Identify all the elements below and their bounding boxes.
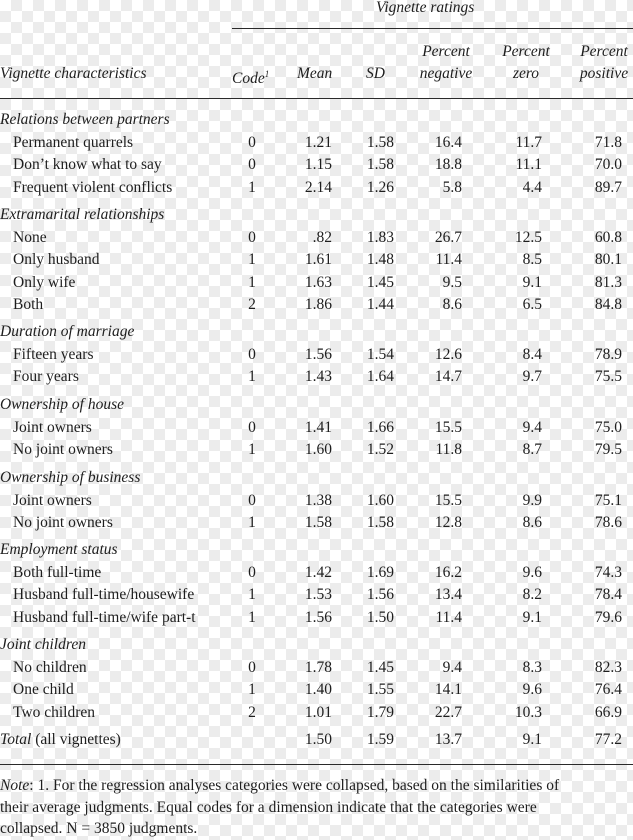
sd-cell: 1.58 [366, 134, 394, 151]
sd-cell: 1.60 [366, 492, 394, 509]
percent-zero-cell: 4.4 [522, 178, 542, 196]
percent-positive-cell: 66.9 [594, 703, 622, 721]
code-footnote-marker: 1 [264, 69, 270, 79]
mean-cell: 1.58 [304, 514, 332, 532]
table-row [0, 657, 633, 679]
sd-cell: 1.58 [366, 156, 394, 174]
mean-cell: 1.56 [304, 346, 332, 363]
sd-cell: 1.83 [366, 229, 394, 246]
code-cell: 0 [248, 229, 256, 246]
code-cell: 0 [248, 346, 256, 363]
percent-zero-cell: 9.6 [522, 681, 542, 699]
percent-zero-cell: 8.5 [522, 251, 542, 269]
row-label: Permanent quarrels [13, 134, 134, 151]
percent-negative-cell: 14.1 [434, 681, 462, 699]
mean-cell: 1.01 [304, 703, 332, 721]
percent-negative-cell: 8.6 [442, 295, 462, 313]
row-label: Joint owners [13, 419, 92, 436]
percent-negative-cell: 11.8 [435, 441, 462, 459]
sd-cell: 1.44 [366, 295, 394, 313]
code-cell: 1 [248, 441, 256, 459]
mean-cell: 1.38 [304, 492, 332, 509]
mean-cell: 2.14 [304, 178, 332, 196]
table-row [0, 344, 633, 366]
code-cell: 1 [248, 178, 256, 196]
section-title: Ownership of house [0, 396, 124, 413]
table-row [0, 562, 633, 584]
percent-positive-cell: 79.6 [594, 608, 622, 626]
percent-positive-cell: 84.8 [594, 295, 622, 313]
mean-cell: 1.63 [304, 273, 332, 291]
col-header-characteristics: Vignette characteristics [0, 65, 147, 82]
code-cell: 0 [248, 134, 256, 151]
table-row [0, 177, 633, 199]
code-cell: 0 [248, 492, 256, 509]
sd-cell: 1.54 [366, 346, 394, 363]
total-label: Total (all vignettes) [0, 731, 121, 748]
percent-negative-cell: 26.7 [434, 229, 462, 246]
percent-zero-cell: 11.1 [515, 156, 542, 174]
percent-zero-cell: 9.1 [522, 273, 542, 291]
table-row [0, 607, 633, 629]
percent-negative-cell: 18.8 [434, 156, 462, 174]
code-cell: 0 [248, 419, 256, 436]
row-label: No joint owners [13, 441, 113, 459]
percent-positive-cell: 82.3 [594, 659, 622, 676]
percent-negative-cell: 14.7 [434, 368, 462, 386]
col-header-sd: SD [366, 65, 385, 82]
mean-cell: 1.40 [304, 681, 332, 699]
sd-cell: 1.48 [366, 251, 394, 269]
row-label: Husband full-time/wife part-t [13, 608, 196, 626]
percent-positive-cell: 75.1 [594, 492, 622, 509]
percent-zero-cell: 8.4 [522, 346, 542, 363]
percent-zero-cell: 11.7 [515, 134, 542, 151]
row-label: One child [13, 681, 74, 699]
percent-positive-cell: 74.3 [594, 564, 622, 581]
table-row [0, 272, 633, 294]
row-label: Four years [13, 368, 79, 386]
section-title: Employment status [0, 541, 118, 558]
note-line-3: collapsed. N = 3850 judgments. [0, 820, 198, 837]
note-line-1: Note: 1. For the regression analyses categories were collapsed, based on the similarities of [0, 777, 560, 794]
row-label: Only husband [13, 251, 100, 269]
percent-positive-cell: 79.5 [594, 441, 622, 459]
sd-cell: 1.45 [366, 659, 394, 676]
percent-zero-cell: 6.5 [522, 295, 542, 313]
row-label: Both full-time [13, 564, 102, 581]
percent-negative-cell: 16.2 [434, 564, 462, 581]
percent-positive-cell: 71.8 [594, 134, 622, 151]
code-cell: 2 [248, 703, 256, 721]
percent-negative-cell: 11.4 [435, 251, 462, 269]
percent-positive-cell: 80.1 [594, 251, 622, 269]
mean-cell: 1.53 [304, 586, 332, 604]
section-title: Extramarital relationships [0, 206, 165, 223]
total-row [0, 729, 633, 751]
percent-zero-cell: 9.4 [522, 419, 542, 436]
code-cell: 2 [248, 295, 256, 313]
table-row [0, 417, 633, 439]
table-row [0, 154, 633, 176]
col-header-pos-1: Percent [580, 43, 628, 60]
row-label: Only wife [13, 273, 76, 291]
sd-cell: 1.26 [366, 178, 394, 196]
table-row [0, 490, 633, 512]
sd-cell: 1.58 [366, 514, 394, 532]
group-header: Vignette ratings [376, 0, 475, 16]
col-header-neg-1: Percent [422, 43, 470, 60]
sd-cell: 1.79 [366, 703, 394, 721]
code-cell: 1 [248, 273, 256, 291]
mean-cell: 1.56 [304, 608, 332, 626]
row-label: No children [13, 659, 87, 676]
note-line-2: their average judgments. Equal codes for a dimension indicate that the categories were [0, 798, 537, 816]
code-cell: 1 [248, 368, 256, 386]
total-mean: 1.50 [304, 731, 332, 748]
percent-positive-cell: 75.5 [594, 368, 622, 386]
row-label: Don’t know what to say [13, 156, 162, 174]
row-label: Husband full-time/housewife [13, 586, 195, 604]
col-header-mean: Mean [297, 65, 333, 82]
code-cell: 1 [248, 586, 256, 604]
sd-cell: 1.69 [366, 564, 394, 581]
mean-cell: 1.42 [304, 564, 332, 581]
table-row [0, 512, 633, 534]
row-label: None [13, 229, 47, 246]
total-pos: 77.2 [594, 731, 622, 748]
sd-cell: 1.64 [366, 368, 394, 386]
percent-negative-cell: 9.4 [442, 659, 462, 676]
code-cell: 0 [248, 564, 256, 581]
percent-positive-cell: 89.7 [594, 178, 622, 196]
total-sd: 1.59 [366, 731, 394, 748]
code-cell: 1 [248, 681, 256, 699]
percent-positive-cell: 78.6 [594, 514, 622, 532]
mean-cell: 1.15 [304, 156, 332, 174]
table-row [0, 294, 633, 316]
percent-positive-cell: 81.3 [594, 273, 622, 291]
total-neg: 13.7 [434, 731, 462, 748]
col-header-zero-1: Percent [502, 43, 550, 60]
percent-zero-cell: 12.5 [514, 229, 542, 246]
code-cell: 1 [248, 251, 256, 269]
group-rule [232, 28, 633, 29]
row-label: Fifteen years [13, 346, 94, 363]
code-cell: 0 [248, 659, 256, 676]
percent-zero-cell: 8.7 [522, 441, 542, 459]
percent-negative-cell: 12.6 [434, 346, 462, 363]
percent-zero-cell: 8.2 [522, 586, 542, 604]
row-label: Both [13, 295, 44, 313]
row-label: Frequent violent conflicts [13, 178, 173, 196]
total-zero: 9.1 [522, 731, 542, 748]
table-note [0, 775, 633, 840]
mean-cell: 1.60 [304, 441, 332, 459]
mean-cell: 1.78 [304, 659, 332, 676]
table-row [0, 227, 633, 249]
section-title: Ownership of business [0, 469, 141, 486]
percent-negative-cell: 12.8 [434, 514, 462, 532]
percent-positive-cell: 60.8 [594, 229, 622, 246]
col-header-code: Code$^1$ [232, 69, 270, 87]
note-prefix: Note [0, 777, 30, 794]
percent-zero-cell: 9.7 [522, 368, 542, 386]
percent-positive-cell: 78.4 [594, 586, 622, 604]
mean-cell: 1.61 [304, 251, 332, 269]
code-cell: 0 [248, 156, 256, 174]
percent-negative-cell: 22.7 [434, 703, 462, 721]
percent-negative-cell: 16.4 [434, 134, 462, 151]
sd-cell: 1.56 [366, 586, 394, 604]
header-rule [0, 98, 633, 99]
col-header-zero-2: zero [512, 65, 540, 82]
percent-positive-cell: 75.0 [594, 419, 622, 436]
mean-cell: 1.21 [304, 134, 332, 151]
section-title: Duration of marriage [0, 323, 135, 340]
percent-negative-cell: 15.5 [434, 492, 462, 509]
table-row [0, 439, 633, 461]
row-label: Joint owners [13, 492, 92, 509]
code-cell: 1 [248, 608, 256, 626]
percent-positive-cell: 70.0 [594, 156, 622, 174]
mean-cell: 1.43 [304, 368, 332, 386]
table-row [0, 702, 633, 724]
sd-cell: 1.66 [366, 419, 394, 436]
section-title: Joint children [0, 636, 86, 653]
sd-cell: 1.50 [366, 608, 394, 626]
section-title: Relations between partners [0, 111, 170, 128]
sd-cell: 1.55 [366, 681, 394, 699]
sd-cell: 1.52 [366, 441, 394, 459]
mean-cell: 1.41 [304, 419, 332, 436]
mean-cell: .82 [312, 229, 332, 246]
sd-cell: 1.45 [366, 273, 394, 291]
table-row [0, 584, 633, 606]
percent-zero-cell: 9.1 [522, 608, 542, 626]
percent-positive-cell: 78.9 [594, 346, 622, 363]
percent-negative-cell: 9.5 [442, 273, 462, 291]
percent-zero-cell: 8.3 [522, 659, 542, 676]
col-header-pos-2: positive [579, 65, 629, 82]
code-cell: 1 [248, 514, 256, 532]
table-row [0, 679, 633, 701]
mean-cell: 1.86 [304, 295, 332, 313]
percent-negative-cell: 13.4 [434, 586, 462, 604]
percent-negative-cell: 11.4 [435, 608, 462, 626]
percent-zero-cell: 9.9 [522, 492, 542, 509]
col-header-neg-2: negative [419, 65, 473, 82]
table-row [0, 366, 633, 388]
row-label: No joint owners [13, 514, 113, 532]
table-row [0, 249, 633, 271]
percent-negative-cell: 5.8 [442, 178, 462, 196]
percent-zero-cell: 10.3 [514, 703, 542, 721]
table-row [0, 132, 633, 154]
percent-negative-cell: 15.5 [434, 419, 462, 436]
percent-zero-cell: 9.6 [522, 564, 542, 581]
percent-zero-cell: 8.6 [522, 514, 542, 532]
row-label: Two children [13, 703, 95, 721]
percent-positive-cell: 76.4 [594, 681, 622, 699]
bottom-rule [0, 764, 633, 765]
